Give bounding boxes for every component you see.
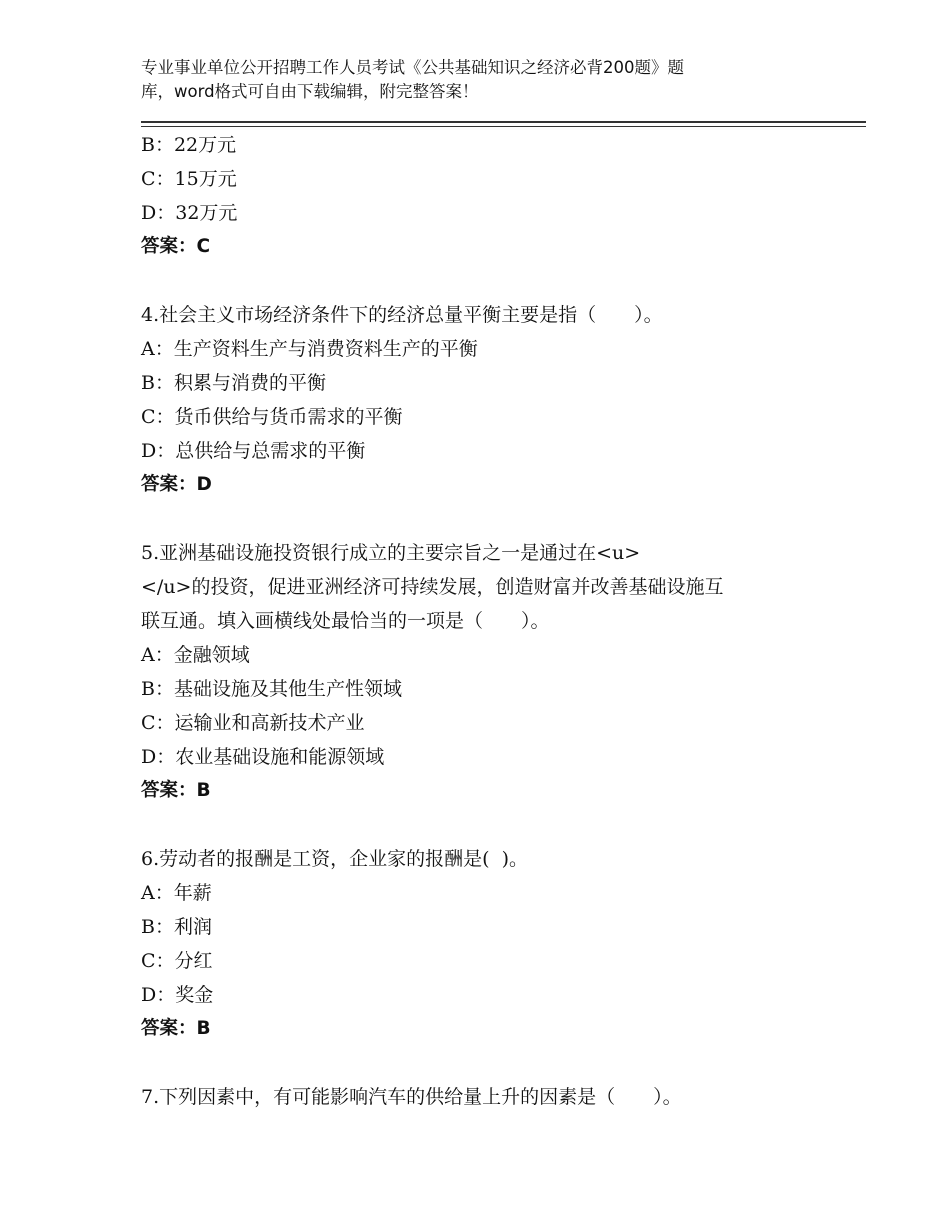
option-b: B：积累与消费的平衡 bbox=[141, 372, 326, 394]
option-a: A：生产资料生产与消费资料生产的平衡 bbox=[141, 338, 478, 360]
option-c: C：分红 bbox=[141, 950, 213, 972]
spacer bbox=[141, 502, 861, 536]
option-d: D：奖金 bbox=[141, 984, 214, 1006]
header-rule-thin bbox=[141, 126, 866, 127]
option-b: B：基础设施及其他生产性领域 bbox=[141, 678, 402, 700]
header-line-2: 库，word格式可自由下载编辑，附完整答案！ bbox=[141, 82, 479, 101]
option-d: D：32万元 bbox=[141, 202, 238, 224]
question-stem: </u>的投资，促进亚洲经济可持续发展，创造财富并改善基础设施互 bbox=[141, 576, 724, 598]
option-a: A：年薪 bbox=[141, 882, 212, 904]
spacer bbox=[141, 1046, 861, 1080]
document-header bbox=[141, 56, 781, 104]
answer-line: 答案：C bbox=[141, 236, 211, 257]
question-stem: 6.劳动者的报酬是工资，企业家的报酬是( )。 bbox=[141, 848, 529, 870]
option-c: C：运输业和高新技术产业 bbox=[141, 712, 365, 734]
option-b: B：22万元 bbox=[141, 134, 237, 156]
option-c: C：货币供给与货币需求的平衡 bbox=[141, 406, 403, 428]
answer-line: 答案：B bbox=[141, 1018, 211, 1039]
option-d: D：总供给与总需求的平衡 bbox=[141, 440, 366, 462]
answer-line: 答案：D bbox=[141, 474, 212, 495]
question-stem: 7.下列因素中，有可能影响汽车的供给量上升的因素是（ ）。 bbox=[141, 1086, 682, 1108]
option-d: D：农业基础设施和能源领域 bbox=[141, 746, 385, 768]
question-stem: 4.社会主义市场经济条件下的经济总量平衡主要是指（ ）。 bbox=[141, 304, 663, 326]
question-stem: 联互通。填入画横线处最恰当的一项是（ ）。 bbox=[141, 610, 550, 632]
option-c: C：15万元 bbox=[141, 168, 237, 190]
spacer bbox=[141, 264, 861, 298]
spacer bbox=[141, 808, 861, 842]
header-rule-thick bbox=[141, 121, 866, 123]
option-a: A：金融领域 bbox=[141, 644, 250, 666]
header-line-1: 专业事业单位公开招聘工作人员考试《公共基础知识之经济必背200题》题 bbox=[141, 58, 684, 77]
question-6 bbox=[141, 842, 861, 1046]
document-body bbox=[141, 128, 861, 1114]
question-5 bbox=[141, 536, 861, 808]
question-7 bbox=[141, 1080, 861, 1114]
question-3-continued bbox=[141, 128, 861, 264]
option-b: B：利润 bbox=[141, 916, 212, 938]
question-4 bbox=[141, 298, 861, 502]
answer-line: 答案：B bbox=[141, 780, 211, 801]
question-stem: 5.亚洲基础设施投资银行成立的主要宗旨之一是通过在<u> bbox=[141, 542, 641, 564]
